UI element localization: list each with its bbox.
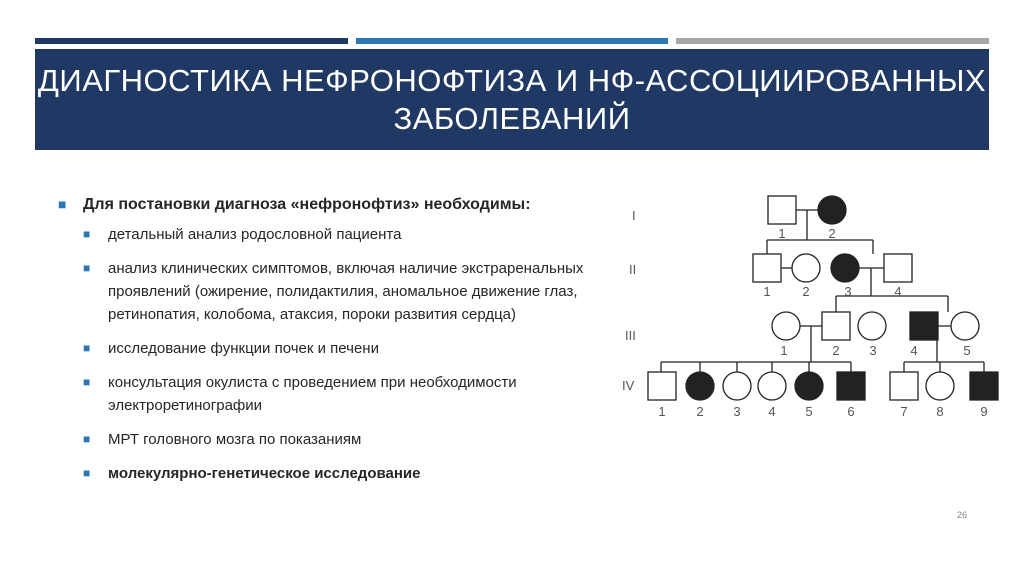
square-bullet-icon: ■	[83, 341, 91, 355]
individual-number: 6	[847, 404, 855, 419]
pedigree-lines	[661, 210, 984, 372]
individual-number: 7	[900, 404, 908, 419]
sub-bullet-item	[83, 223, 618, 246]
male-affected-symbol	[910, 312, 938, 340]
sub-bullet-text: детальный анализ родословной пациента	[108, 226, 402, 243]
sub-bullet-item	[83, 462, 618, 485]
individual-number: 8	[936, 404, 944, 419]
individual-number: 3	[844, 284, 852, 299]
female-affected-symbol	[818, 196, 846, 224]
individual-number: 1	[658, 404, 666, 419]
sub-bullet-list	[58, 223, 618, 485]
generation-label: II	[629, 262, 637, 277]
individual-number: 1	[763, 284, 771, 299]
individual-number: 4	[768, 404, 776, 419]
male-unaffected-symbol	[753, 254, 781, 282]
female-unaffected-symbol	[858, 312, 886, 340]
female-unaffected-symbol	[951, 312, 979, 340]
individual-number: 2	[832, 343, 840, 358]
sub-bullet-text: исследование функции почек и печени	[108, 340, 379, 357]
square-bullet-icon: ■	[83, 375, 91, 389]
individual-number: 5	[805, 404, 813, 419]
female-unaffected-symbol	[926, 372, 954, 400]
title-banner	[35, 49, 989, 150]
male-affected-symbol	[837, 372, 865, 400]
sub-bullet-item	[83, 257, 618, 326]
generation-label: I	[632, 208, 636, 223]
female-unaffected-symbol	[792, 254, 820, 282]
female-affected-symbol	[795, 372, 823, 400]
sub-bullet-text: консультация окулиста с проведением при необходимости электроретинографии	[108, 374, 517, 414]
sub-bullet-item	[83, 337, 618, 360]
individual-number: 2	[696, 404, 704, 419]
individual-number: 2	[802, 284, 810, 299]
male-unaffected-symbol	[884, 254, 912, 282]
individual-number: 3	[733, 404, 741, 419]
main-bullet	[58, 192, 618, 217]
square-bullet-icon: ■	[58, 196, 67, 212]
bullet-content	[58, 192, 618, 496]
generation-labels	[622, 208, 636, 393]
male-unaffected-symbol	[822, 312, 850, 340]
top-bar-gray	[676, 38, 989, 44]
sub-bullet-text: МРТ головного мозга по показаниям	[108, 431, 362, 448]
sub-bullet-item	[83, 371, 618, 417]
male-unaffected-symbol	[768, 196, 796, 224]
individual-number: 9	[980, 404, 988, 419]
individual-number: 2	[828, 226, 836, 241]
female-affected-symbol	[686, 372, 714, 400]
male-unaffected-symbol	[648, 372, 676, 400]
square-bullet-icon: ■	[83, 227, 91, 241]
sub-bullet-text: молекулярно-генетическое исследование	[108, 465, 421, 482]
female-unaffected-symbol	[772, 312, 800, 340]
male-affected-symbol	[970, 372, 998, 400]
square-bullet-icon: ■	[83, 261, 91, 275]
pedigree-diagram	[610, 188, 1005, 428]
female-unaffected-symbol	[758, 372, 786, 400]
generation-label: III	[625, 328, 636, 343]
main-bullet-text: Для постановки диагноза «нефронофтиз» необходимы:	[83, 196, 531, 213]
individual-number: 1	[780, 343, 788, 358]
sub-bullet-item	[83, 428, 618, 451]
sub-bullet-text: анализ клинических симптомов, включая наличие экстраренальных проявлений (ожирение, полидактилия, аномальное движение глаз, ретинопатия, колобома, атаксия, пороки развития сердца)	[108, 260, 584, 323]
square-bullet-icon: ■	[83, 432, 91, 446]
male-unaffected-symbol	[890, 372, 918, 400]
generation-label: IV	[622, 378, 635, 393]
square-bullet-icon: ■	[83, 466, 91, 480]
female-affected-symbol	[831, 254, 859, 282]
slide-title: ДИАГНОСТИКА НЕФРОНОФТИЗА И НФ-АССОЦИИРОВАННЫХ ЗАБОЛЕВАНИЙ	[37, 62, 987, 136]
individual-number: 5	[963, 343, 971, 358]
individual-number: 4	[894, 284, 902, 299]
female-unaffected-symbol	[723, 372, 751, 400]
page-number: 26	[957, 510, 968, 520]
individual-number: 3	[869, 343, 877, 358]
individual-number: 4	[910, 343, 918, 358]
top-bar-dark	[35, 38, 348, 44]
top-bar-blue	[356, 38, 668, 44]
individual-number: 1	[778, 226, 786, 241]
